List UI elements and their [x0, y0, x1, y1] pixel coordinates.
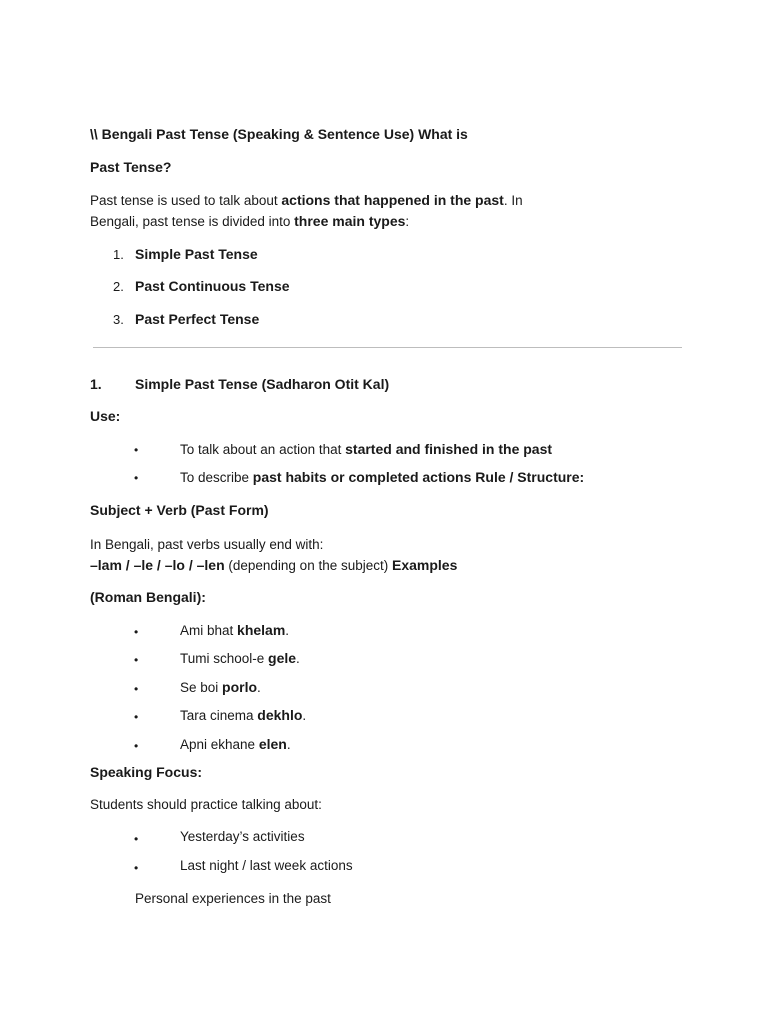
example-verb: gele [268, 650, 297, 666]
intro-line-2 [90, 213, 409, 229]
bullet-icon: • [134, 861, 139, 875]
use-bold: started and finished in the past [345, 441, 553, 457]
example-text: Se boi [180, 680, 223, 695]
bullet-icon: • [134, 471, 139, 485]
example-item [180, 707, 306, 723]
intro-line-1 [90, 192, 523, 208]
bullet-icon: • [134, 443, 139, 457]
endings-text: (depending on the subject) [224, 558, 392, 573]
use-label: Use: [90, 408, 121, 424]
title-line-1: \\ Bengali Past Tense (Speaking & Sentence Use) What is [90, 126, 468, 142]
bullet-icon: • [134, 710, 139, 724]
section-number: 1. [90, 376, 102, 392]
ending-intro: In Bengali, past verbs usually end with: [90, 537, 324, 552]
list-item-type: Past Perfect Tense [135, 311, 260, 327]
endings-line [90, 557, 457, 573]
list-item-type: Simple Past Tense [135, 246, 258, 262]
use-item [180, 469, 584, 485]
example-text: . [296, 651, 300, 666]
example-text: . [257, 680, 261, 695]
speaking-intro: Students should practice talking about: [90, 797, 322, 812]
intro-text: . In [503, 193, 523, 208]
bullet-icon: • [134, 653, 139, 667]
roman-bengali-label: (Roman Bengali): [90, 589, 206, 605]
example-verb: elen [258, 736, 287, 752]
speaking-item: Yesterday’s activities [180, 829, 305, 844]
examples-label: Examples [392, 557, 458, 573]
example-text: Ami bhat [180, 623, 238, 638]
use-text: To talk about an action that [180, 442, 346, 457]
list-number: 3. [113, 312, 124, 327]
intro-bold: actions that happened in the past [281, 192, 504, 208]
example-text: . [302, 708, 307, 723]
example-item [180, 679, 261, 695]
bullet-icon: • [134, 739, 139, 753]
speaking-item: Last night / last week actions [180, 858, 353, 873]
intro-text: Past tense is used to talk about [90, 193, 282, 208]
example-item [180, 622, 289, 638]
example-text: . [285, 623, 290, 638]
list-number: 1. [113, 247, 124, 262]
endings-bold: –lam / –le / –lo / –len [90, 557, 225, 573]
use-bold: past habits or completed actions Rule / Structure: [252, 469, 585, 485]
example-item [180, 736, 291, 752]
example-item [180, 650, 300, 666]
example-verb: khelam [237, 622, 286, 638]
intro-bold: three main types [294, 213, 406, 229]
bullet-icon: • [134, 625, 139, 639]
example-verb: dekhlo [257, 707, 303, 723]
use-item [180, 441, 552, 457]
example-verb: porlo [222, 679, 258, 695]
list-number: 2. [113, 279, 124, 294]
intro-text: Bengali, past tense is divided into [90, 214, 295, 229]
speaking-focus-label: Speaking Focus: [90, 764, 203, 780]
bullet-icon: • [134, 682, 139, 696]
bullet-icon: • [134, 832, 139, 846]
intro-text: : [405, 214, 410, 229]
title-line-2: Past Tense? [90, 159, 172, 175]
structure-formula: Subject + Verb (Past Form) [90, 502, 269, 518]
horizontal-divider [93, 347, 682, 348]
example-text: Apni ekhane [180, 737, 259, 752]
example-text: Tara cinema [180, 708, 258, 723]
example-text: . [286, 737, 291, 752]
speaking-last-item: Personal experiences in the past [135, 891, 331, 906]
section-heading: Simple Past Tense (Sadharon Otit Kal) [135, 376, 390, 392]
use-text: To describe [180, 470, 253, 485]
example-text: Tumi school-e [180, 651, 269, 666]
list-item-type: Past Continuous Tense [135, 278, 290, 294]
